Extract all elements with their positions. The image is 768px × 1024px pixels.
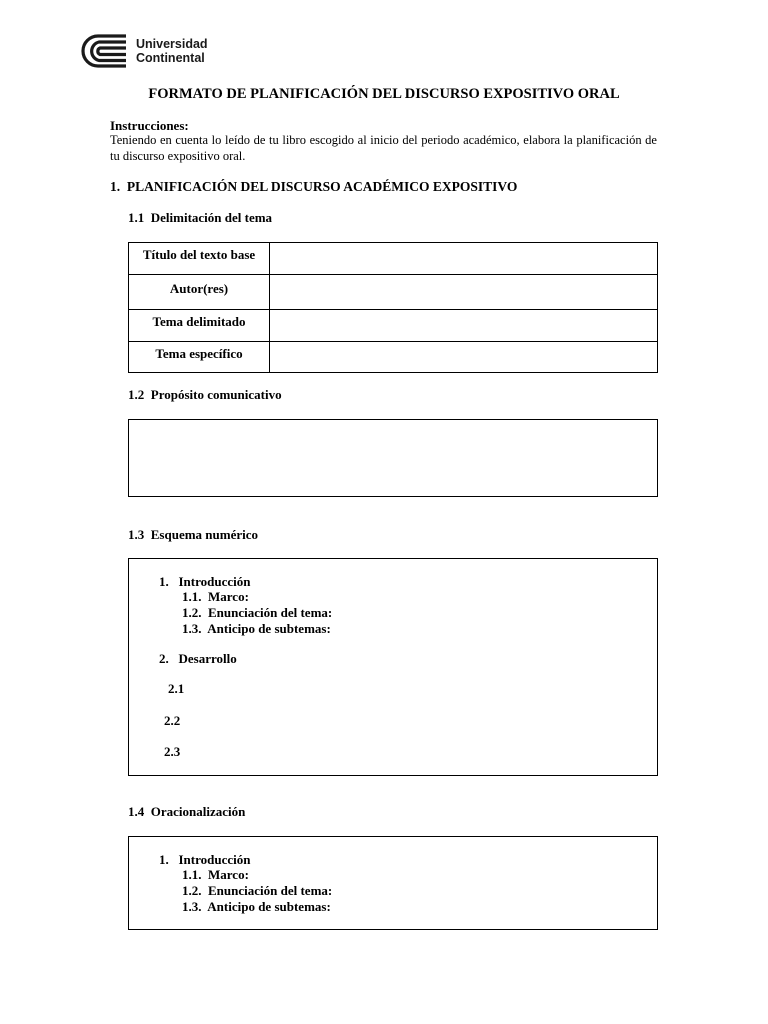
table-row <box>129 275 658 310</box>
authors-field[interactable] <box>270 275 658 310</box>
document-title: FORMATO DE PLANIFICACIÓN DEL DISCURSO EXPOSITIVO ORAL <box>148 86 620 102</box>
outline-item-2-2: 2.2 <box>164 713 181 728</box>
section-1-2-heading: 1.2 Propósito comunicativo <box>128 387 282 402</box>
sentence-outline-box[interactable] <box>128 836 658 930</box>
instructions-text: Teniendo en cuenta lo leído de tu libro escogido al inicio del periodo académico, elabora la planificación de tu discurso expositivo oral. <box>110 133 657 163</box>
base-text-title-field[interactable] <box>270 243 658 275</box>
outline-item-introduction: 1. Introducción <box>159 852 251 867</box>
topic-delimitation-table <box>128 242 658 373</box>
outline-item-introduction: 1. Introducción <box>159 574 251 589</box>
table-row <box>129 243 658 275</box>
row-label-delimited-topic: Tema delimitado <box>129 310 270 342</box>
outline-item-topic-statement: 1.2. Enunciación del tema: <box>182 605 333 620</box>
table-row <box>129 342 658 373</box>
numeric-outline-box[interactable] <box>128 558 658 776</box>
outline-item-subtopics-preview: 1.3. Anticipo de subtemas: <box>182 621 331 636</box>
section-1-1-heading: 1.1 Delimitación del tema <box>128 210 273 225</box>
university-logo-text <box>136 37 208 65</box>
logo-line-2: Continental <box>136 51 205 65</box>
outline-item-2-1: 2.1 <box>168 681 185 696</box>
outline-item-development: 2. Desarrollo <box>159 651 237 666</box>
logo-line-1: Universidad <box>136 37 208 51</box>
section-1-4-heading: 1.4 Oracionalización <box>128 804 246 819</box>
outline-item-frame: 1.1. Marco: <box>182 867 249 882</box>
row-label-base-text-title: Título del texto base <box>129 243 270 275</box>
specific-topic-field[interactable] <box>270 342 658 373</box>
outline-item-subtopics-preview: 1.3. Anticipo de subtemas: <box>182 899 331 914</box>
instructions-label: Instrucciones: <box>110 118 189 133</box>
outline-item-2-3: 2.3 <box>164 744 181 759</box>
row-label-authors: Autor(res) <box>129 275 270 310</box>
outline-item-topic-statement: 1.2. Enunciación del tema: <box>182 883 333 898</box>
delimited-topic-field[interactable] <box>270 310 658 342</box>
table-row <box>129 310 658 342</box>
communicative-purpose-box[interactable] <box>128 419 658 497</box>
outline-item-frame: 1.1. Marco: <box>182 589 249 604</box>
section-1-3-heading: 1.3 Esquema numérico <box>128 527 258 542</box>
section-1-heading: 1. PLANIFICACIÓN DEL DISCURSO ACADÉMICO EXPOSITIVO <box>110 179 518 194</box>
row-label-specific-topic: Tema específico <box>129 342 270 373</box>
